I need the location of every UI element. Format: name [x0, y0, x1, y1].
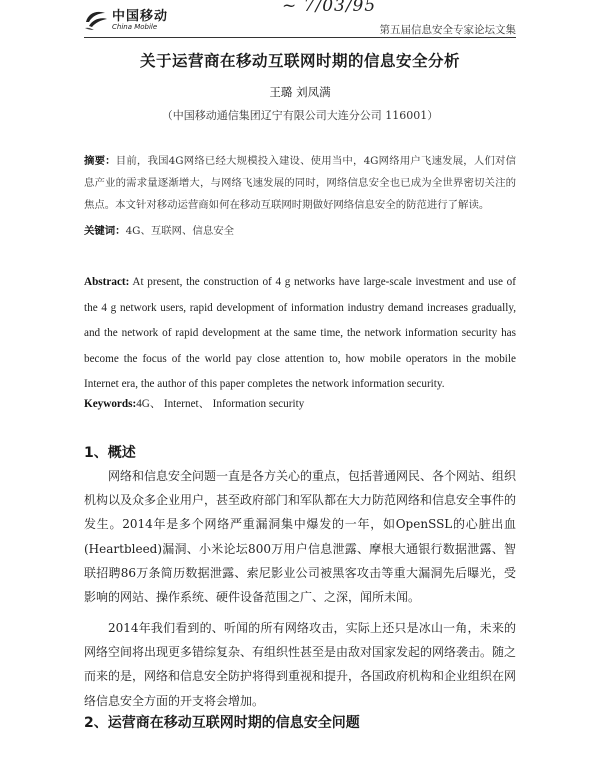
handwritten-note: ~ 7/03/95	[282, 0, 377, 16]
paper-title: 关于运营商在移动互联网时期的信息安全分析	[139, 52, 460, 70]
keywords-cn	[84, 222, 234, 237]
section-heading-overview: 1、概述	[84, 445, 136, 461]
keywords-en	[84, 395, 304, 411]
keywords-cn-text: 4G、互联网、信息安全	[125, 225, 234, 237]
paper-affiliation: （中国移动通信集团辽宁有限公司大连分公司 116001）	[161, 109, 439, 122]
abstract-en-text: At present, the construction of 4 g networks have large-scale investment and use of the 4 g network users, rapid development of information industry demand increases gradually, and the network of rapid development at the same time, the network information security has become the focus of the world pay close attention to, how mobile operators in the mobile Internet era, the author of this paper completes the network information security.	[84, 276, 516, 390]
china-mobile-logo-icon	[83, 9, 109, 31]
paper-authors: 王璐 刘凤满	[269, 85, 331, 99]
section-heading-operator-security: 2、运营商在移动互联网时期的信息安全问题	[84, 715, 360, 731]
abstract-en-label: Abstract:	[84, 276, 130, 288]
china-mobile-logo	[83, 9, 168, 31]
abstract-en	[84, 270, 516, 398]
logo-text-cn: 中国移动	[112, 8, 169, 24]
body-paragraph: 网络和信息安全问题一直是各方关心的重点，包括普通网民、各个网站、组织机构以及众多企业用户，甚至政府部门和军队都在大力防范网络和信息安全事件的发生。2014年是多个网络严重漏洞集中爆发的一年，如OpenSSL的心脏出血(Heartbleed)漏洞、小米论坛800万用户信息泄露、摩根大通银行数据泄露、智联招聘86万条简历数据泄露、索尼影业公司被黑客攻击等重大漏洞先后曝光，受影响的网站、操作系统、硬件设备范围之广、之深，闻所未闻。	[84, 469, 517, 605]
header-divider	[84, 37, 516, 38]
keywords-en-label: Keywords:	[84, 398, 137, 410]
abstract-cn-label: 摘要：	[84, 155, 116, 167]
abstract-cn	[84, 150, 516, 216]
logo-text-en: China Mobile	[112, 22, 158, 31]
body-paragraph: 2014年我们看到的、听闻的所有网络攻击，实际上还只是冰山一角，未来的网络空间将出现更多错综复杂、有组织性甚至是由敌对国家发起的网络袭击。随之而来的是，网络和信息安全防护将得到重视和提升，各国政府机构和企业组织在网络信息安全方面的开支将会增加。	[84, 621, 517, 708]
conference-title: 第五届信息安全专家论坛文集	[379, 24, 516, 36]
keywords-en-text: 4G、 Internet、 Information security	[136, 398, 305, 410]
abstract-cn-text: 目前，我国4G网络已经大规模投入建设、使用当中，4G网络用户飞速发展，人们对信息产业的需求量逐渐增大，与网络飞速发展的同时，网络信息安全也已成为全世界密切关注的焦点。本文针对移动运营商如何在移动互联网时期做好网络信息安全的防范进行了解读。	[84, 155, 517, 211]
keywords-cn-label: 关键词：	[84, 225, 126, 237]
